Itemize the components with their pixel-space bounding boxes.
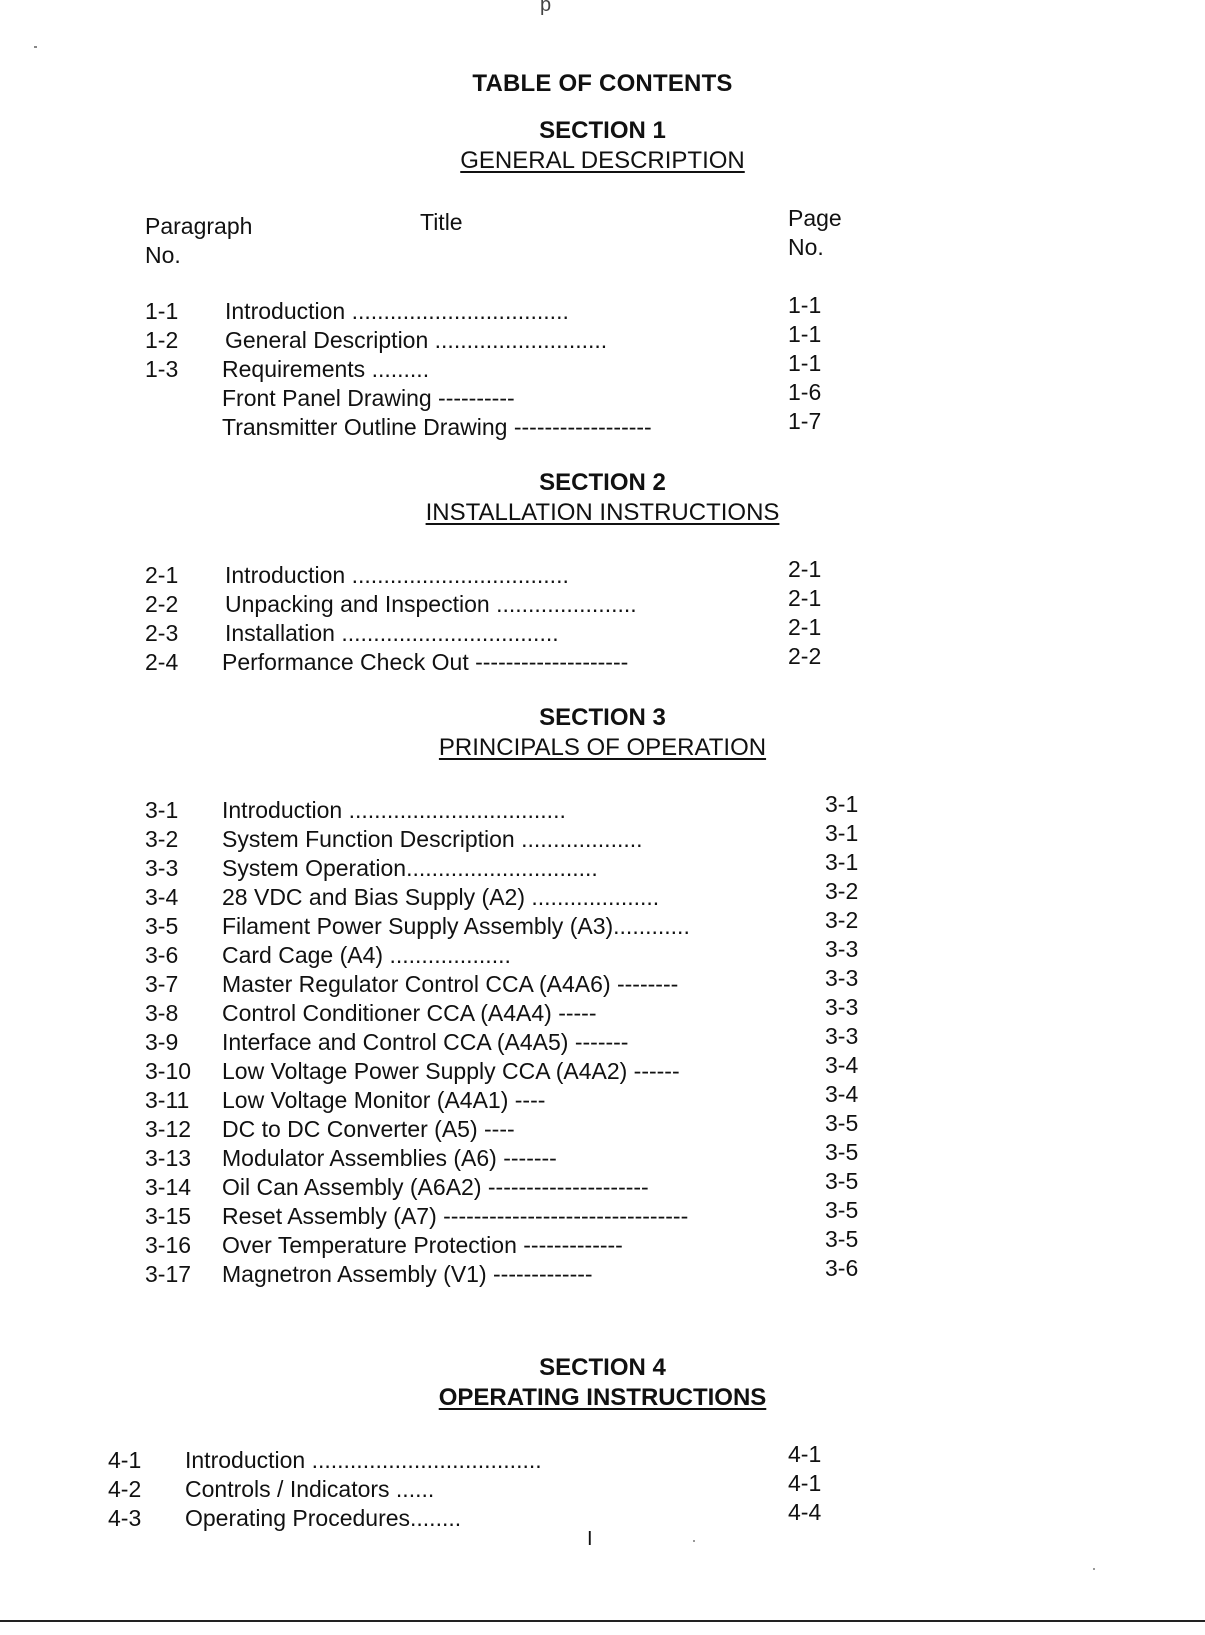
paragraph-number: 3-5 xyxy=(145,913,179,939)
section-4-heading xyxy=(0,1353,1205,1413)
entry-title: Modulator Assemblies (A6) ------- xyxy=(222,1145,557,1171)
entry-title: Front Panel Drawing ---------- xyxy=(222,385,515,411)
entry-title: Introduction .................................. xyxy=(225,298,569,324)
section-number: SECTION 2 xyxy=(539,469,666,496)
page-number: 3-1 xyxy=(825,820,859,846)
entry-title: System Function Description ................... xyxy=(222,826,643,852)
entry-title: Over Temperature Protection ------------- xyxy=(222,1232,623,1258)
paragraph-number: 3-12 xyxy=(145,1116,192,1142)
entry-title: DC to DC Converter (A5) ---- xyxy=(222,1116,515,1142)
paragraph-number: 3-3 xyxy=(145,855,179,881)
section-number: SECTION 3 xyxy=(539,704,666,731)
column-header-paragraph xyxy=(145,212,252,270)
page-number: 2-1 xyxy=(788,556,822,582)
entry-title: System Operation.............................. xyxy=(222,855,598,881)
page-number: 3-6 xyxy=(825,1255,859,1281)
entry-title: Filament Power Supply Assembly (A3)............ xyxy=(222,913,690,939)
paragraph-number: 4-2 xyxy=(108,1476,142,1502)
entry-title: Low Voltage Monitor (A4A1) ---- xyxy=(222,1087,546,1113)
section-2-heading xyxy=(0,468,1205,528)
entry-title: Oil Can Assembly (A6A2) --------------------- xyxy=(222,1174,649,1200)
paragraph-number: 3-17 xyxy=(145,1261,192,1287)
page-number: 1-1 xyxy=(788,292,822,318)
page-number: 3-5 xyxy=(825,1168,859,1194)
entry-title: General Description ........................... xyxy=(225,327,608,353)
entry-title: Unpacking and Inspection ...................... xyxy=(225,591,637,617)
paragraph-number: 3-6 xyxy=(145,942,179,968)
entry-title: Controls / Indicators ...... xyxy=(185,1476,435,1502)
paragraph-number: 3-14 xyxy=(145,1174,192,1200)
entry-title: Interface and Control CCA (A4A5) ------- xyxy=(222,1029,629,1055)
page-label: Page xyxy=(788,205,842,231)
paragraph-number: 3-13 xyxy=(145,1145,192,1171)
section-name: GENERAL DESCRIPTION xyxy=(460,147,745,174)
paragraph-no-label: No. xyxy=(145,242,181,268)
paragraph-number: 2-3 xyxy=(145,620,179,646)
paragraph-number: 3-16 xyxy=(145,1232,192,1258)
page-number: 3-2 xyxy=(825,878,859,904)
entry-title: Master Regulator Control CCA (A4A6) -------- xyxy=(222,971,679,997)
section-number: SECTION 1 xyxy=(539,117,666,144)
page-number: 1-1 xyxy=(788,350,822,376)
paragraph-number: 4-1 xyxy=(108,1447,142,1473)
section-name: OPERATING INSTRUCTIONS xyxy=(438,1384,767,1411)
page-number: 2-1 xyxy=(788,585,822,611)
entry-title: Low Voltage Power Supply CCA (A4A2) ------ xyxy=(222,1058,680,1084)
page-number: 3-3 xyxy=(825,1023,859,1049)
page-no-label: No. xyxy=(788,234,824,260)
page-number: 4-4 xyxy=(788,1499,822,1525)
page-footer-number: I xyxy=(587,1528,593,1550)
section-name: INSTALLATION INSTRUCTIONS xyxy=(425,499,780,526)
entry-title: Transmitter Outline Drawing ------------------ xyxy=(222,414,652,440)
paragraph-number: 3-1 xyxy=(145,797,179,823)
entry-title: Performance Check Out -------------------- xyxy=(222,649,629,675)
paragraph-number: 4-3 xyxy=(108,1505,142,1531)
section-3-heading xyxy=(0,703,1205,763)
section-name: PRINCIPALS OF OPERATION xyxy=(438,734,767,761)
paragraph-number: 3-9 xyxy=(145,1029,179,1055)
page-number: 2-2 xyxy=(788,643,822,669)
page-number: 4-1 xyxy=(788,1470,822,1496)
page-number: 3-3 xyxy=(825,965,859,991)
paragraph-number: 3-8 xyxy=(145,1000,179,1026)
paragraph-number: 3-7 xyxy=(145,971,179,997)
paragraph-number: 2-2 xyxy=(145,591,179,617)
paragraph-number: 1-1 xyxy=(145,298,179,324)
page-number: 3-5 xyxy=(825,1139,859,1165)
page-number: 1-1 xyxy=(788,321,822,347)
document-title: TABLE OF CONTENTS xyxy=(472,70,733,97)
paragraph-label: Paragraph xyxy=(145,213,253,239)
paragraph-number: 2-1 xyxy=(145,562,179,588)
page-number: 1-7 xyxy=(788,408,822,434)
top-mark: p xyxy=(540,0,552,16)
entry-title: Introduction .................................... xyxy=(185,1447,542,1473)
paragraph-number: 2-4 xyxy=(145,649,179,675)
entry-title: Installation .................................. xyxy=(225,620,559,646)
section-number: SECTION 4 xyxy=(539,1354,666,1381)
column-header-title: Title xyxy=(420,209,463,235)
scan-speck xyxy=(1093,1568,1095,1570)
entry-title: Magnetron Assembly (V1) ------------- xyxy=(222,1261,593,1287)
page-number: 3-2 xyxy=(825,907,859,933)
paragraph-number: 3-2 xyxy=(145,826,179,852)
paragraph-number: 3-15 xyxy=(145,1203,192,1229)
page-number: 3-1 xyxy=(825,849,859,875)
entry-title: Introduction .................................. xyxy=(222,797,566,823)
section-1-heading xyxy=(0,116,1205,176)
page-number: 3-5 xyxy=(825,1226,859,1252)
page-number: 3-5 xyxy=(825,1110,859,1136)
entry-title: Reset Assembly (A7) -------------------------------- xyxy=(222,1203,689,1229)
page-number: 3-4 xyxy=(825,1052,859,1078)
page-number: 1-6 xyxy=(788,379,822,405)
paragraph-number: 3-4 xyxy=(145,884,179,910)
paragraph-number: 1-2 xyxy=(145,327,179,353)
page-number: 3-3 xyxy=(825,936,859,962)
entry-title: 28 VDC and Bias Supply (A2) .................... xyxy=(222,884,660,910)
scan-speck xyxy=(34,46,37,48)
page-number: 3-1 xyxy=(825,791,859,817)
entry-title: Introduction .................................. xyxy=(225,562,569,588)
bottom-rule xyxy=(0,1620,1205,1622)
page-number: 4-1 xyxy=(788,1441,822,1467)
scan-speck xyxy=(693,1540,695,1542)
paragraph-number: 3-11 xyxy=(145,1087,190,1113)
page-number: 2-1 xyxy=(788,614,822,640)
page-number: 3-3 xyxy=(825,994,859,1020)
paragraph-number: 3-10 xyxy=(145,1058,192,1084)
page-number: 3-5 xyxy=(825,1197,859,1223)
entry-title: Requirements ......... xyxy=(222,356,430,382)
entry-title: Card Cage (A4) ................... xyxy=(222,942,511,968)
column-header-page xyxy=(788,204,842,262)
entry-title: Operating Procedures........ xyxy=(185,1505,462,1531)
entry-title: Control Conditioner CCA (A4A4) ----- xyxy=(222,1000,597,1026)
page-number: 3-4 xyxy=(825,1081,859,1107)
paragraph-number: 1-3 xyxy=(145,356,179,382)
